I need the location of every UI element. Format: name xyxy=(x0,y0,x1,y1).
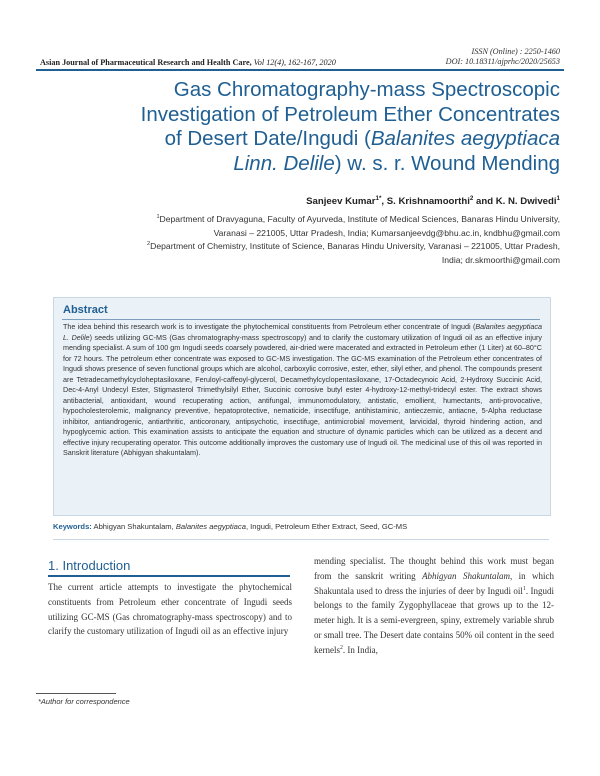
keywords-species: Balanites aegyptiaca xyxy=(175,522,246,531)
journal-volume: Vol 12(4), 162-167, 2020 xyxy=(253,58,336,67)
article-title xyxy=(60,78,560,176)
title-line-4 xyxy=(60,152,560,177)
title-authority: Linn. Delile xyxy=(233,151,335,175)
author-2: , S. Krishnamoorthi xyxy=(381,196,470,207)
affiliation-1-sup: 1 xyxy=(156,214,160,221)
title-line-1: Gas Chromatography-mass Spectroscopic xyxy=(173,78,560,101)
author-1-sup: 1* xyxy=(375,194,382,202)
affiliation-2 xyxy=(40,240,560,254)
keywords-label: Keywords: xyxy=(53,522,92,531)
title-species: Balanites aegyptiaca xyxy=(370,127,560,150)
title-line-3a: of Desert Date/Ingudi ( xyxy=(164,127,371,150)
intro-column-2 xyxy=(314,554,554,658)
intro-col2-d: . In India, xyxy=(342,644,378,655)
affiliation-1-line-1: Department of Dravyaguna, Faculty of Ayurveda, Institute of Medical Sciences, Banaras Hindu University, xyxy=(159,214,560,224)
author-3-sup: 1 xyxy=(556,194,560,202)
affiliation-2-sup: 2 xyxy=(147,241,151,248)
title-line-4b: ) w. s. r. Wound Mending xyxy=(334,151,560,175)
abstract-heading: Abstract xyxy=(63,304,108,316)
intro-col2-title: Abhigyan Shakuntalam xyxy=(422,570,510,581)
intro-col2-a: mending specialist. The thought behind this work must began from the sanskrit writing xyxy=(314,556,554,581)
affiliation-1-line-2: Varanasi – 221005, Uttar Pradesh, India; Kumarsanjeevdg@bhu.ac.in, kndbhu@gmail.com xyxy=(213,227,560,238)
abstract-part-2: ) seeds utilizing GC-MS (Gas chromatography-mass spectroscopy) and to clarify the customary utilization of Ingudi oil as an effective injury mending specialist. A sum of 100 gm Ingudi seeds coarsely powdered, air-dried were macerated and extracted in Petroleum ether (1 Liter) at 60–80°C for 72 hours. The petroleum ether concentrate was exposed to GC-MS investigation. The GC-MS examination of the Petroleum ether concentrates of Ingudi shows presence of seven functional groups which are alcohol, carboxylic corrosive, ester, ether, silyl ether, and phenol. The compounds present are Tetradecamethylcycloheptasiloxane, Feruloyl-caffeoyl-glycerol, Decamethylcyclopentasiloxane, 17-Octadecynoic Acid, 2-Hydroxy Succinic Acid, Dec-4-Anyl Undecyl Ester, Stigmasterol Trimethylsilyl Ether, Succinic corrosive butyl ester 4-hydroxy-12-methyl-tridecyl ester. The extract shows antibacterial, antioxidant, wound recuperating action, antifungal, immunomodulatory, antistatic, emollient, humectants, anti-provocative, hypocholesterolemic, malignancy preventive, hepatoprotective, nematicide, insectifuge, antihistaminic, antieczemic, antiacne, 5-Alpha reductase inhibitor, antiandrogenic, antiarthritic, anticoronary, antipsychotic, insectifuge, antimicrobial movement, larvicidal, thyroid hindering action, and hypoglycemic action. This examination assists to anticipate the equation and structure of dynamic particles which can be utilized as a decent and effective injury recuperating operator. This outcome additionally improves the customary use of Ingudi oil. The medicinal use of this oil was reported in Sanskrit literature (Abhigyan shakuntalam). xyxy=(63,332,542,457)
affiliation-2-line-1: Department of Chemistry, Institute of Science, Banaras Hindu University, Varanasi – 221005, Uttar Pradesh, xyxy=(150,241,560,251)
intro-col2-b: , in which Shakuntala used to dress the injuries of deer by Ingudi oil xyxy=(314,570,554,596)
intro-column-1: The current article attempts to investigate the phytochemical constituents from Petroleum ether concentrate of Ingudi seeds utilizing GC-MS (Gas chromatography-mass spectroscopy) and to clarify the customary utilization of Ingudi oil as an effective injury xyxy=(48,582,292,637)
affiliations xyxy=(40,213,560,267)
keywords-text-b: , Ingudi, Petroleum Ether Extract, Seed, GC-MS xyxy=(245,522,408,531)
footnote-divider xyxy=(36,693,116,694)
footnote-correspondence: *Author for correspondence xyxy=(38,697,130,706)
section-heading-introduction: 1. Introduction xyxy=(48,558,131,573)
journal-citation xyxy=(40,58,336,67)
keywords-text-a: Abhigyan Shakuntalam, xyxy=(91,522,176,531)
citation-1[interactable]: 1 xyxy=(522,585,526,592)
abstract-text xyxy=(63,322,542,459)
author-3: and K. N. Dwivedi xyxy=(473,196,557,207)
keywords xyxy=(53,522,407,531)
header-divider xyxy=(36,69,564,71)
author-list xyxy=(306,196,560,207)
doi: DOI: 10.18311/ajprhc/2020/25653 xyxy=(445,57,560,66)
author-2-sup: 2 xyxy=(469,194,474,202)
citation-2[interactable]: 2 xyxy=(340,644,343,651)
keywords-divider xyxy=(53,539,549,540)
abstract-species: Balanites aegyptiaca L. Delile xyxy=(63,322,542,342)
author-1: Sanjeev Kumar xyxy=(306,196,376,207)
intro-col2-c: . Ingudi belongs to the family Zygophyllaceae that grows up to the 12-meter high. It is a semi-evergreen, spiny, extremely variable shrub or small tree. The Desert date contains 50% oil content in the seed kernels xyxy=(314,585,554,655)
abstract-divider xyxy=(62,319,540,320)
affiliation-1 xyxy=(40,213,560,227)
section-heading-underline xyxy=(48,575,290,577)
header-issn-doi xyxy=(446,47,560,67)
title-line-2: Investigation of Petroleum Ether Concentrates xyxy=(140,102,560,126)
issn: ISSN (Online) : 2250-1460 xyxy=(471,47,560,56)
journal-name: Asian Journal of Pharmaceutical Research and Health Care, xyxy=(40,58,252,67)
title-line-3 xyxy=(60,127,560,152)
affiliation-2-line-2: India; dr.skmoorthi@gmail.com xyxy=(441,254,560,265)
abstract-part-1: The idea behind this research work is to investigate the phytochemical constituents from Petroleum ether concentrate of Ingudi ( xyxy=(63,322,476,331)
